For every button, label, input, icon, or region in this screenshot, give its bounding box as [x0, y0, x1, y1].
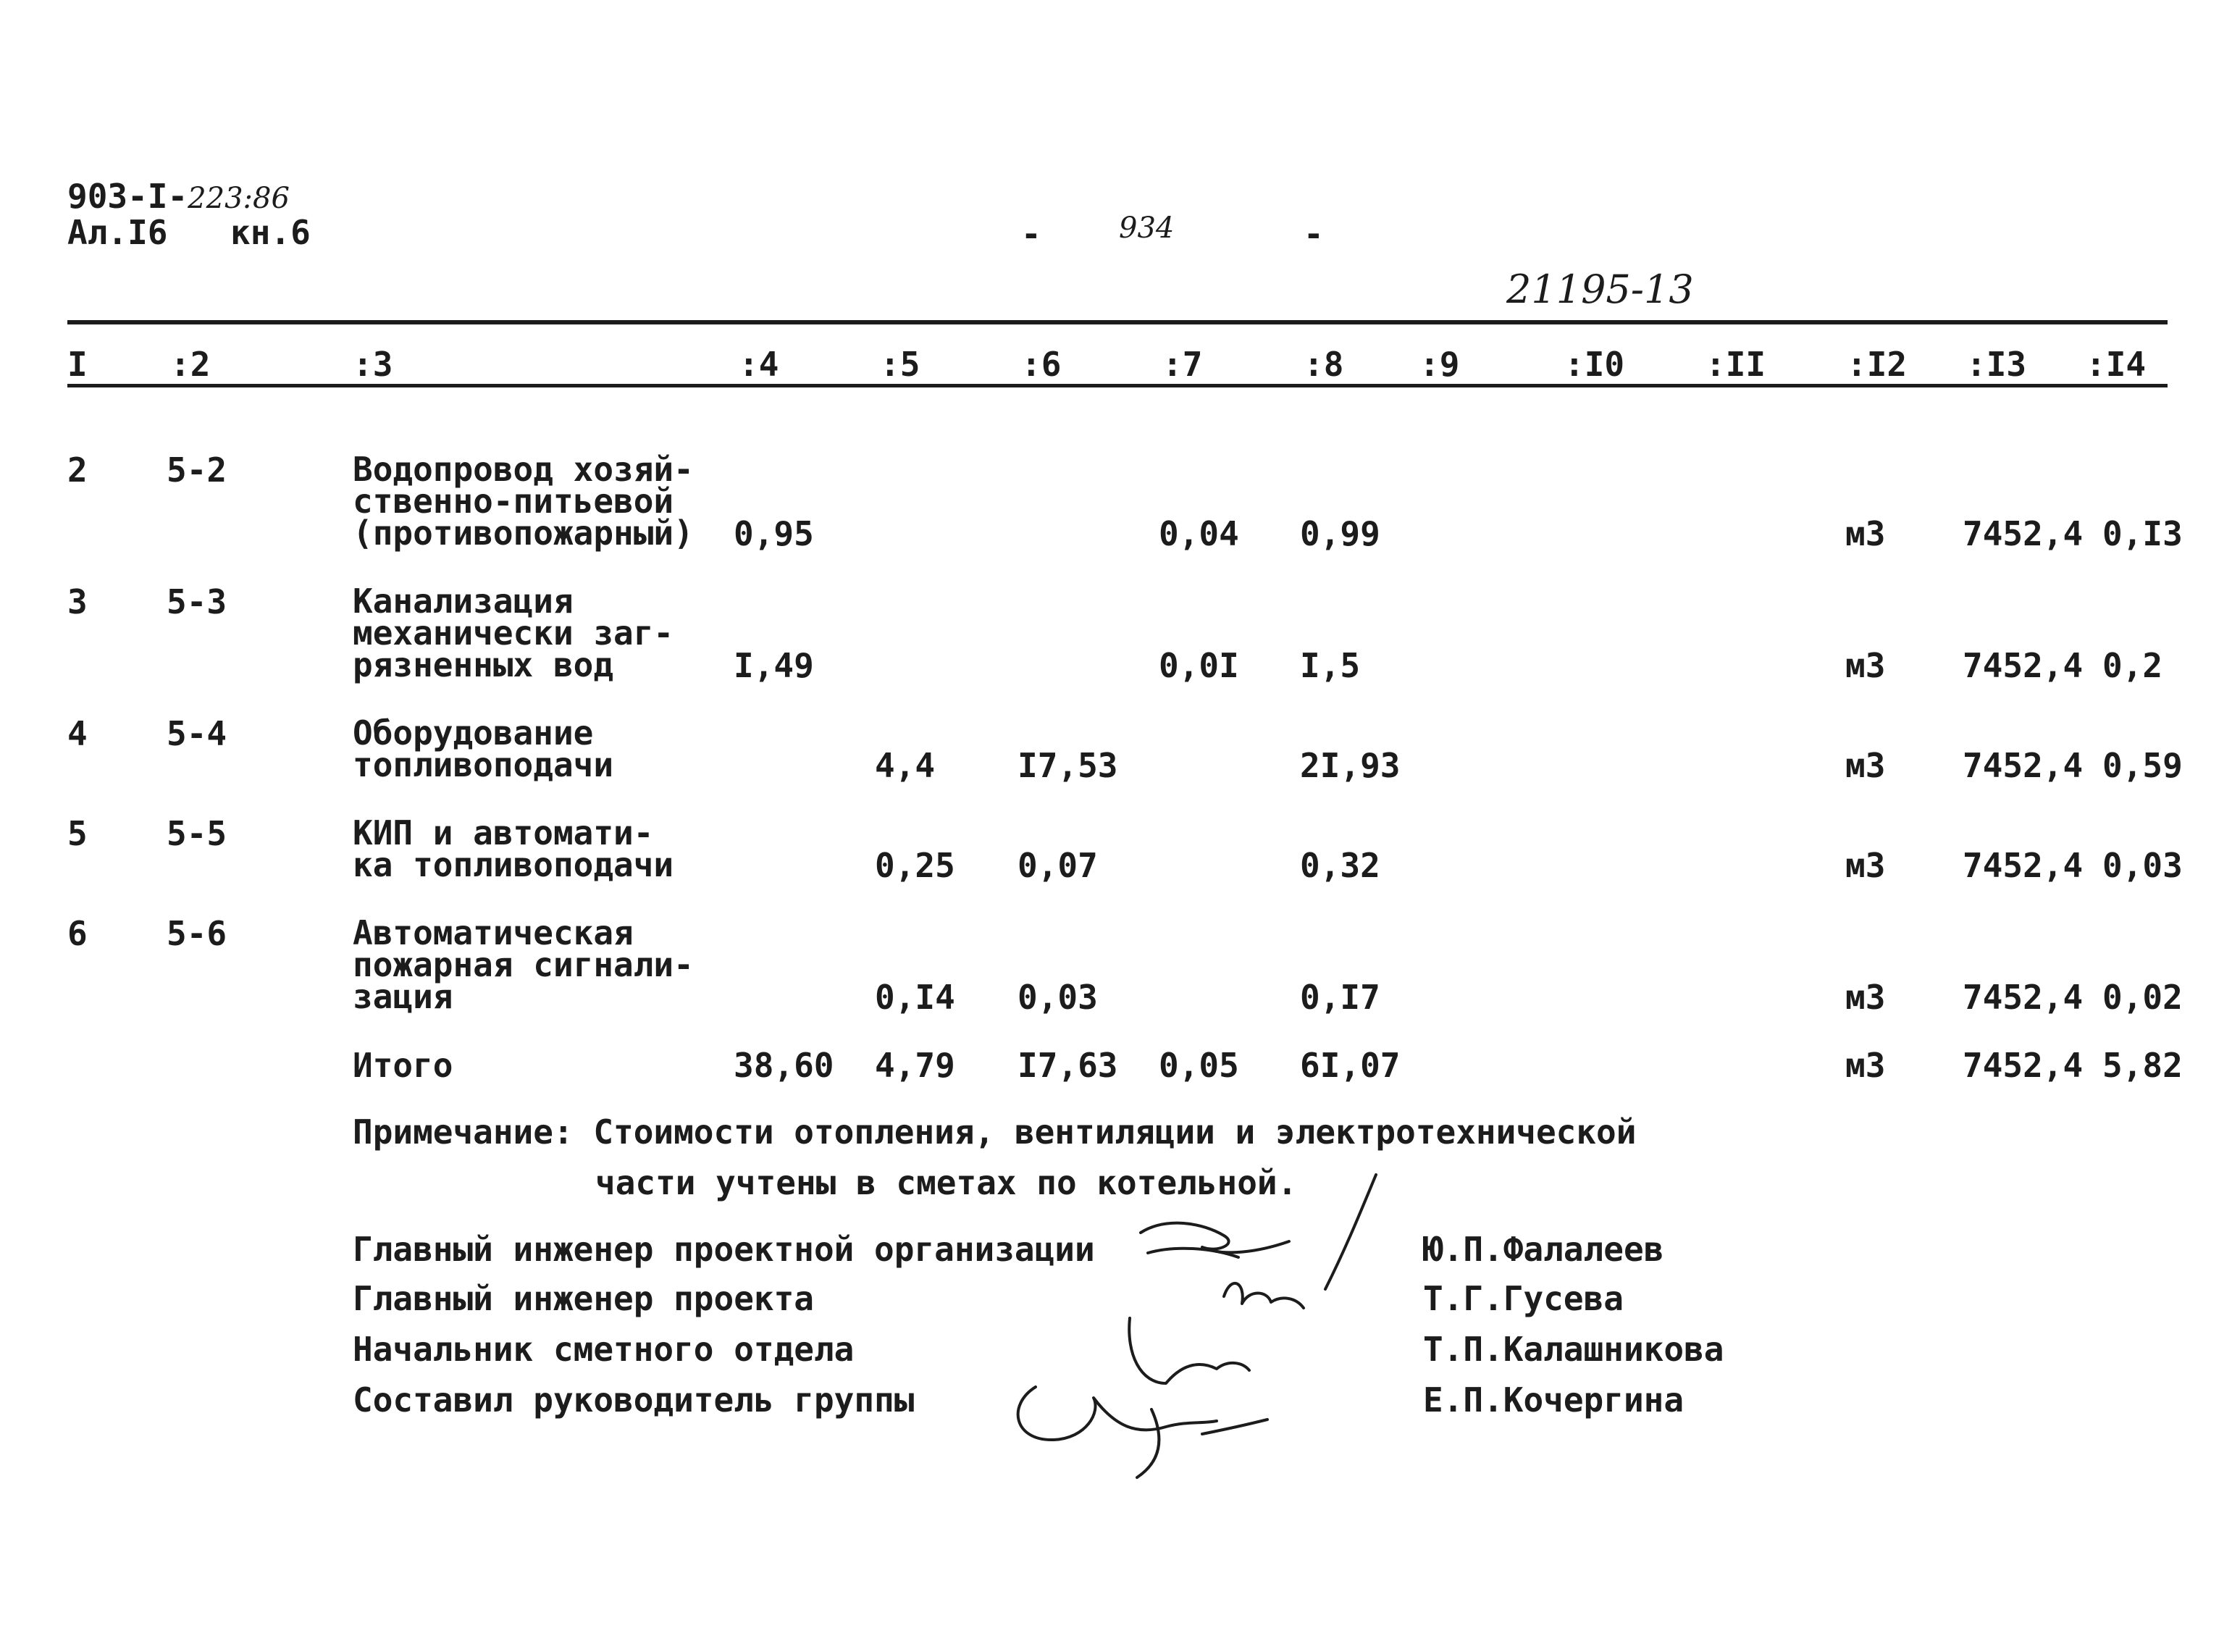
row-name-line: пожарная сигнали- — [353, 945, 694, 984]
row-name-line: ка топливоподачи — [353, 845, 674, 884]
page-dash-right: - — [1304, 214, 1324, 253]
row-name-line: механически заг- — [353, 613, 674, 653]
signature-stroke-1 — [1141, 1223, 1289, 1253]
total-label: Итого — [353, 1046, 453, 1085]
signature-name-3: Т.П.Калашникова — [1423, 1330, 1724, 1369]
series-prefix: 903-I- — [67, 177, 188, 216]
note-line-2: части учтены в сметах по котельной. — [595, 1163, 1298, 1202]
cell-col14: 0,I3 — [2102, 514, 2183, 553]
cell-col7: 0,04 — [1159, 514, 1239, 553]
row-name — [353, 813, 674, 884]
col-header-1: I — [67, 345, 88, 384]
row-name-line: Канализация — [353, 582, 574, 621]
row-code: 5-6 — [167, 914, 227, 953]
total-col13: 7452,4 — [1963, 1046, 2084, 1085]
cell-col14: 0,02 — [2102, 978, 2183, 1017]
col-header-10: :I0 — [1564, 345, 1625, 384]
signature-name-4: Е.П.Кочергина — [1423, 1380, 1685, 1420]
col-header-14: :I4 — [2086, 345, 2147, 384]
total-col4: 38,60 — [734, 1046, 834, 1085]
row-name-line: топливоподачи — [353, 745, 614, 784]
signature-role-4: Составил руководитель группы — [353, 1380, 915, 1420]
col-header-11: :II — [1706, 345, 1766, 384]
signature-stroke-4 — [1018, 1387, 1217, 1440]
cell-unit: м3 — [1845, 746, 1886, 785]
signature-stroke-1b — [1148, 1249, 1238, 1257]
col-header-4: :4 — [739, 345, 779, 384]
cell-col13: 7452,4 — [1963, 746, 2084, 785]
signature-role-1: Главный инженер проектной организации — [353, 1230, 1095, 1269]
signature-role-2: Главный инженер проекта — [353, 1279, 814, 1318]
document-number: 21195-13 — [1506, 267, 1694, 312]
total-col6: I7,63 — [1018, 1046, 1118, 1085]
row-number: 5 — [67, 814, 88, 853]
cell-col14: 0,2 — [2102, 646, 2163, 685]
row-name-line: Автоматическая — [353, 913, 634, 952]
cell-unit: м3 — [1845, 978, 1886, 1017]
cell-col5: 0,I4 — [875, 978, 955, 1017]
cell-col8: 0,99 — [1300, 514, 1380, 553]
row-number: 4 — [67, 714, 88, 753]
row-name-line: ственно-питьевой — [353, 482, 674, 521]
series-number — [67, 177, 290, 216]
row-name-line: рязненных вод — [353, 645, 614, 684]
row-code: 5-2 — [167, 450, 227, 490]
cell-col13: 7452,4 — [1963, 846, 2084, 885]
row-name-line: КИП и автомати- — [353, 813, 654, 852]
signature-stroke-3 — [1129, 1318, 1249, 1383]
cell-col8: I,5 — [1300, 646, 1361, 685]
cell-col13: 7452,4 — [1963, 514, 2084, 553]
cell-col13: 7452,4 — [1963, 978, 2084, 1017]
cell-col6: 0,07 — [1018, 846, 1098, 885]
signature-stroke-4b — [1137, 1409, 1159, 1477]
row-number: 2 — [67, 450, 88, 490]
cell-col13: 7452,4 — [1963, 646, 2084, 685]
note-line-1: Примечание: Стоимости отопления, вентиляции и электротехнической — [353, 1112, 1637, 1152]
cell-col14: 0,03 — [2102, 846, 2183, 885]
cell-col8: 2I,93 — [1300, 746, 1401, 785]
cell-col5: 0,25 — [875, 846, 955, 885]
cell-col14: 0,59 — [2102, 746, 2183, 785]
signature-name-2: Т.Г.Гусева — [1423, 1279, 1624, 1318]
col-header-9: :9 — [1419, 345, 1460, 384]
row-name — [353, 450, 694, 553]
cell-col4: 0,95 — [734, 514, 814, 553]
cell-col7: 0,0I — [1159, 646, 1239, 685]
series-handwritten: 223:86 — [188, 182, 290, 215]
row-name-line: Оборудование — [353, 713, 594, 752]
cell-col4: I,49 — [734, 646, 814, 685]
col-header-7: :7 — [1162, 345, 1203, 384]
cell-col6: 0,03 — [1018, 978, 1098, 1017]
row-code: 5-4 — [167, 714, 227, 753]
header-underline — [67, 384, 2168, 387]
cell-col6: I7,53 — [1018, 746, 1118, 785]
signature-stroke-1c — [1325, 1175, 1376, 1289]
page-number: 934 — [1119, 211, 1175, 245]
handwritten-signatures — [985, 1166, 1390, 1485]
cell-unit: м3 — [1845, 514, 1886, 553]
row-name-line: Водопровод хозяй- — [353, 450, 694, 489]
album-label: Ал.I6 — [67, 213, 168, 252]
cell-col5: 4,4 — [875, 746, 936, 785]
total-col5: 4,79 — [875, 1046, 955, 1085]
row-name — [353, 713, 614, 784]
row-number: 3 — [67, 582, 88, 621]
col-header-13: :I3 — [1966, 345, 2027, 384]
page-dash-left: - — [1021, 214, 1041, 253]
top-rule — [67, 320, 2168, 324]
row-name-line: (противопожарный) — [353, 513, 694, 553]
row-name — [353, 913, 694, 1016]
col-header-5: :5 — [880, 345, 920, 384]
signature-stroke-2 — [1224, 1283, 1304, 1308]
col-header-12: :I2 — [1847, 345, 1908, 384]
col-header-8: :8 — [1304, 345, 1344, 384]
col-header-3: :3 — [353, 345, 393, 384]
total-unit: м3 — [1845, 1046, 1886, 1085]
col-header-2: :2 — [170, 345, 211, 384]
cell-col8: 0,I7 — [1300, 978, 1380, 1017]
total-col8: 6I,07 — [1300, 1046, 1401, 1085]
row-code: 5-5 — [167, 814, 227, 853]
signature-name-1: Ю.П.Фалалеев — [1423, 1230, 1664, 1269]
cell-unit: м3 — [1845, 646, 1886, 685]
signature-role-3: Начальник сметного отдела — [353, 1330, 855, 1369]
col-header-6: :6 — [1021, 345, 1062, 384]
cell-unit: м3 — [1845, 846, 1886, 885]
row-code: 5-3 — [167, 582, 227, 621]
row-number: 6 — [67, 914, 88, 953]
total-col14: 5,82 — [2102, 1046, 2183, 1085]
total-col7: 0,05 — [1159, 1046, 1239, 1085]
cell-col8: 0,32 — [1300, 846, 1380, 885]
row-name — [353, 582, 674, 684]
row-name-line: зация — [353, 977, 453, 1016]
book-label: кн.6 — [230, 213, 311, 252]
